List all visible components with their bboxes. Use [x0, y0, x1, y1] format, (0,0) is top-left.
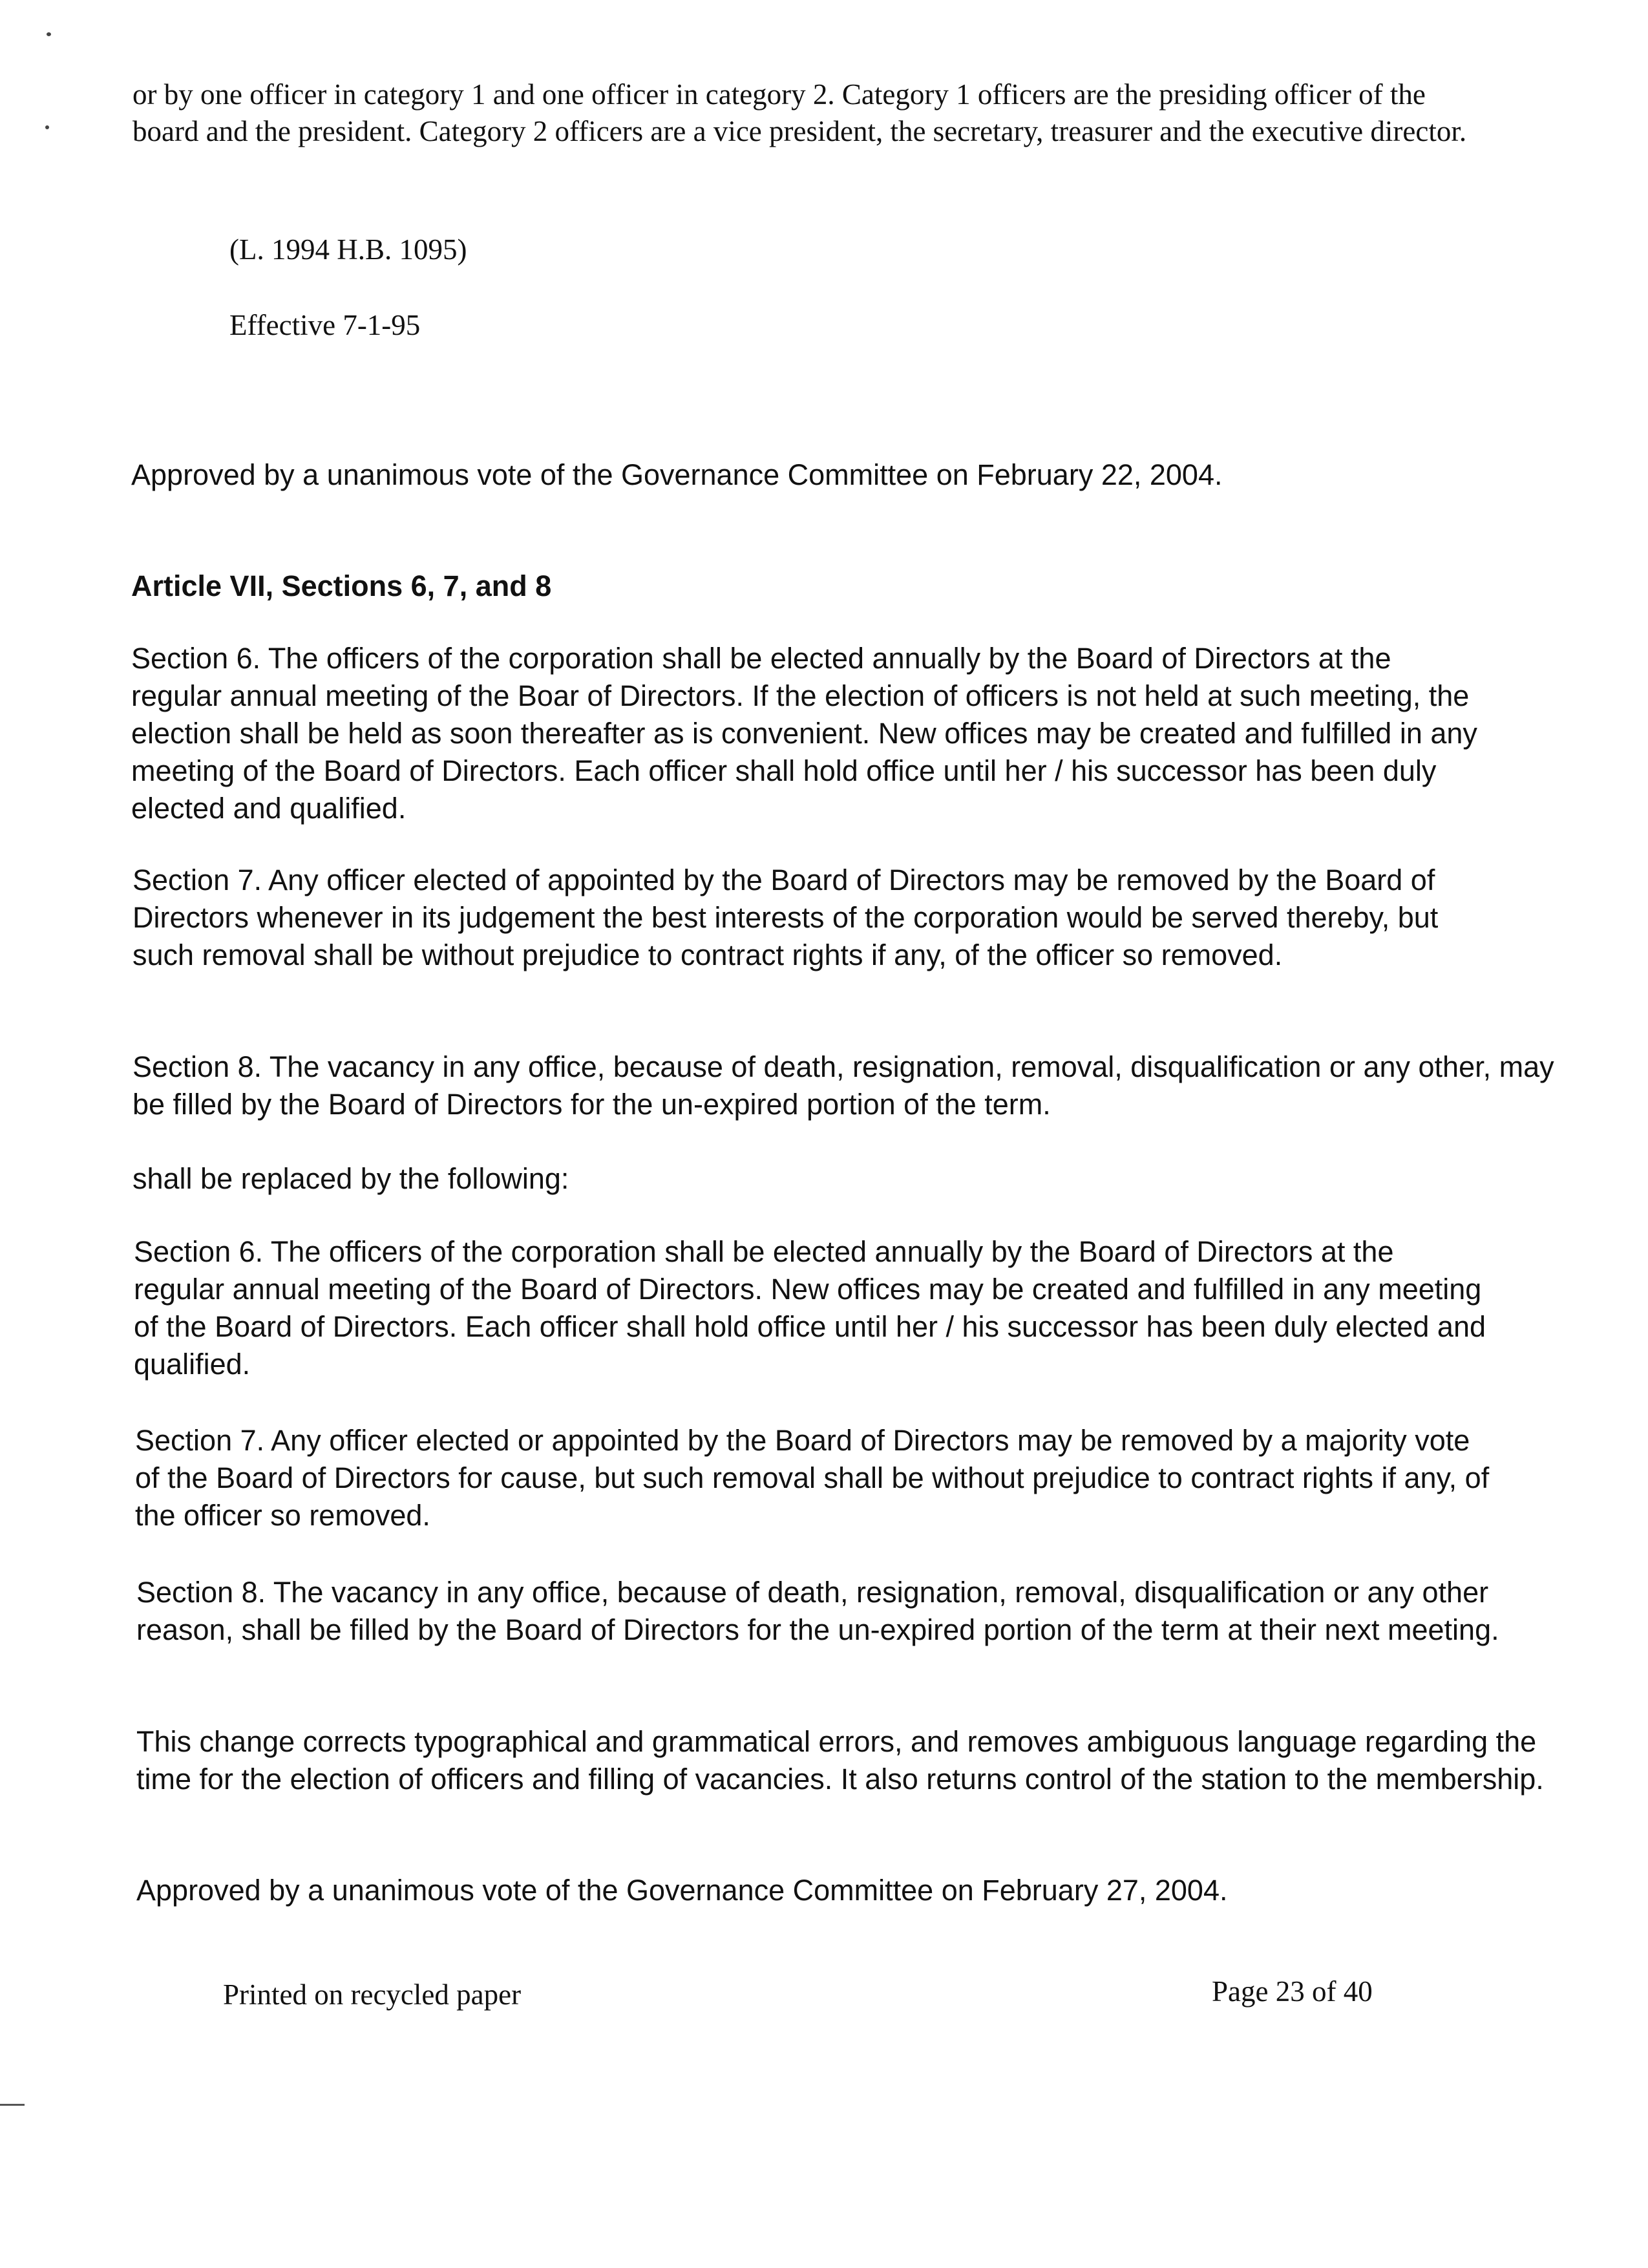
legal-citation: (L. 1994 H.B. 1095) — [229, 233, 467, 266]
approval-statement-1: Approved by a unanimous vote of the Governance Committee on February 22, 2004. — [131, 458, 1223, 491]
scan-speck — [47, 32, 51, 36]
old-section-8: Section 8. The vacancy in any office, because of death, resignation, removal, disqualification or any other, may be filled by the Board of Directors for the un-expired portion of the term. — [132, 1050, 1554, 1121]
new-section-6: Section 6. The officers of the corporation shall be elected annually by the Board of Directors at the regular annual meeting of the Board of Directors. New offices may be created and fulfilled in any meeting of the Board of Directors. Each officer shall hold office until her / his successor has been duly elected and qualified. — [134, 1235, 1486, 1381]
new-section-8: Section 8. The vacancy in any office, because of death, resignation, removal, disqualification or any other reason, shall be filled by the Board of Directors for the un-expired portion of the term at their next meeting. — [136, 1576, 1499, 1646]
article-heading: Article VII, Sections 6, 7, and 8 — [131, 569, 552, 602]
footer-page-number: Page 23 of 40 — [1212, 1975, 1373, 2008]
new-section-7: Section 7. Any officer elected or appointed by the Board of Directors may be removed by a majority vote of the Board of Directors for cause, but such removal shall be without prejudice to contract rights if any, of the officer so removed. — [135, 1424, 1490, 1532]
intro-paragraph: or by one officer in category 1 and one officer in category 2. Category 1 officers are the presiding officer of the board and the president. Category 2 officers are a vice president, the secretary, treasurer and the executive director. — [132, 78, 1467, 147]
change-rationale: This change corrects typographical and grammatical errors, and removes ambiguous language regarding the time for the election of officers and filling of vacancies. It also returns control of the station to the membership. — [136, 1725, 1544, 1796]
scan-margin-mark — [0, 2104, 25, 2106]
footer-recycled-note: Printed on recycled paper — [223, 1978, 522, 2011]
replaced-by-text: shall be replaced by the following: — [132, 1162, 569, 1195]
old-section-6: Section 6. The officers of the corporation shall be elected annually by the Board of Directors at the regular annual meeting of the Boar of Directors. If the election of officers is not held at such meeting, the election shall be held as soon thereafter as is convenient. New offices may be created and fulfilled in any meeting of the Board of Directors. Each officer shall hold office until her / his successor has been duly elected and qualified. — [131, 642, 1477, 825]
old-section-7: Section 7. Any officer elected of appointed by the Board of Directors may be removed by the Board of Directors whenever in its judgement the best interests of the corporation would be served thereby, but such removal shall be without prejudice to contract rights if any, of the officer so removed. — [132, 864, 1439, 971]
effective-date: Effective 7-1-95 — [229, 309, 421, 341]
scan-speck — [45, 125, 49, 129]
approval-statement-2: Approved by a unanimous vote of the Governance Committee on February 27, 2004. — [136, 1874, 1228, 1907]
